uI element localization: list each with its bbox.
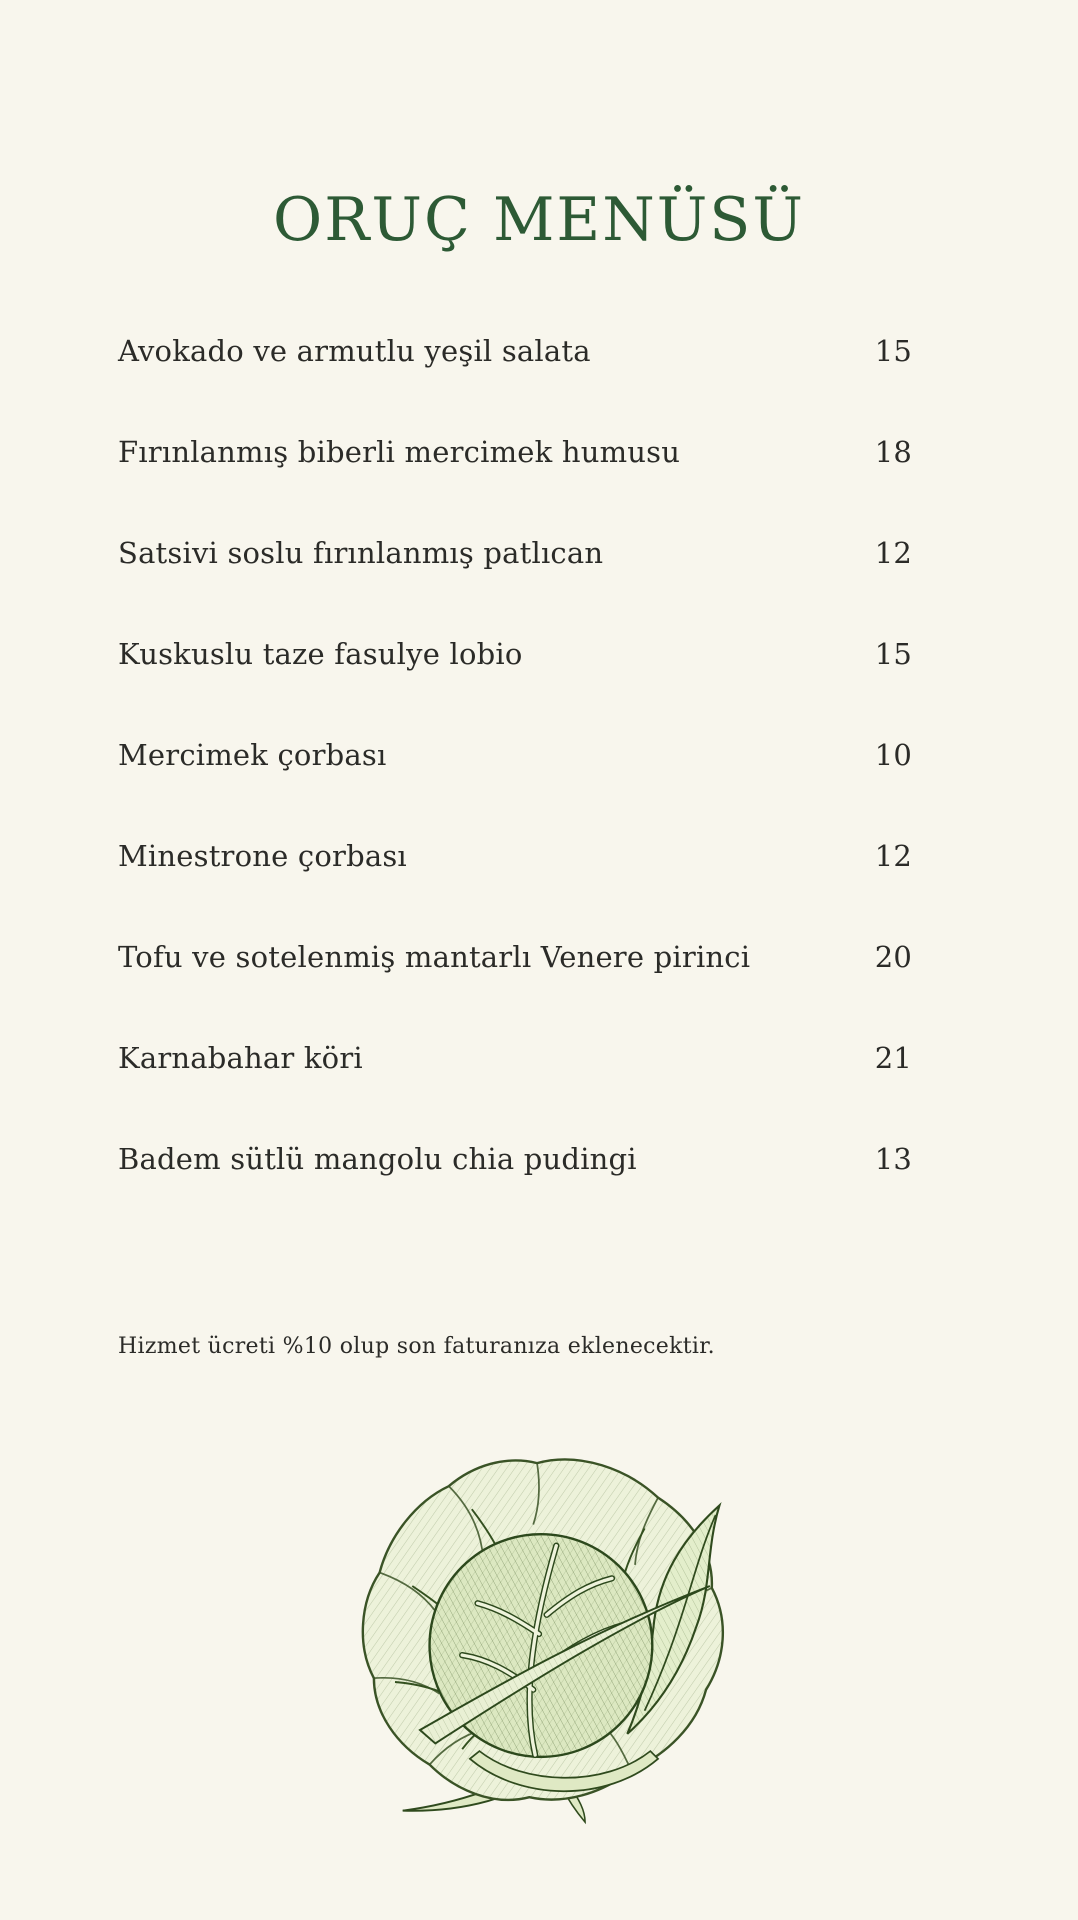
menu-item-name: Kuskuslu taze fasulye lobio — [118, 637, 523, 671]
menu-item-price: 15 — [874, 637, 912, 671]
menu-item-name: Badem sütlü mangolu chia pudingi — [118, 1142, 637, 1176]
menu-item-row — [118, 940, 912, 975]
menu-item-row — [118, 738, 912, 773]
cabbage-engraving-icon — [327, 1442, 751, 1826]
menu-item-name: Tofu ve sotelenmiş mantarlı Venere pirinci — [118, 940, 751, 974]
service-note: Hizmet ücreti %10 olup son faturanıza eklenecektir. — [118, 1334, 715, 1359]
menu-item-price: 20 — [874, 940, 912, 974]
menu-item-name: Satsivi soslu fırınlanmış patlıcan — [118, 536, 604, 570]
menu-item-name: Avokado ve armutlu yeşil salata — [118, 334, 591, 368]
menu-item-name: Karnabahar köri — [118, 1041, 363, 1075]
menu-item-price: 21 — [874, 1041, 912, 1075]
menu-item-price: 12 — [874, 839, 912, 873]
cabbage-illustration — [327, 1442, 751, 1826]
menu-item-price: 18 — [874, 435, 912, 469]
menu-item-price: 13 — [874, 1142, 912, 1176]
menu-item-price: 10 — [874, 738, 912, 772]
menu-item-price: 15 — [874, 334, 912, 368]
menu-item-name: Fırınlanmış biberli mercimek humusu — [118, 435, 681, 469]
menu-item-row — [118, 435, 912, 470]
menu-item-row — [118, 1142, 912, 1177]
menu-item-row — [118, 536, 912, 571]
menu-item-price: 12 — [874, 536, 912, 570]
menu-item-name: Mercimek çorbası — [118, 738, 387, 772]
menu-item-row — [118, 839, 912, 874]
menu-item-name: Minestrone çorbası — [118, 839, 407, 873]
menu-item-row — [118, 334, 912, 369]
menu-item-row — [118, 637, 912, 672]
page-title: ORUÇ MENÜSÜ — [273, 185, 805, 256]
menu-item-row — [118, 1041, 912, 1076]
menu-item-list — [118, 334, 912, 1243]
